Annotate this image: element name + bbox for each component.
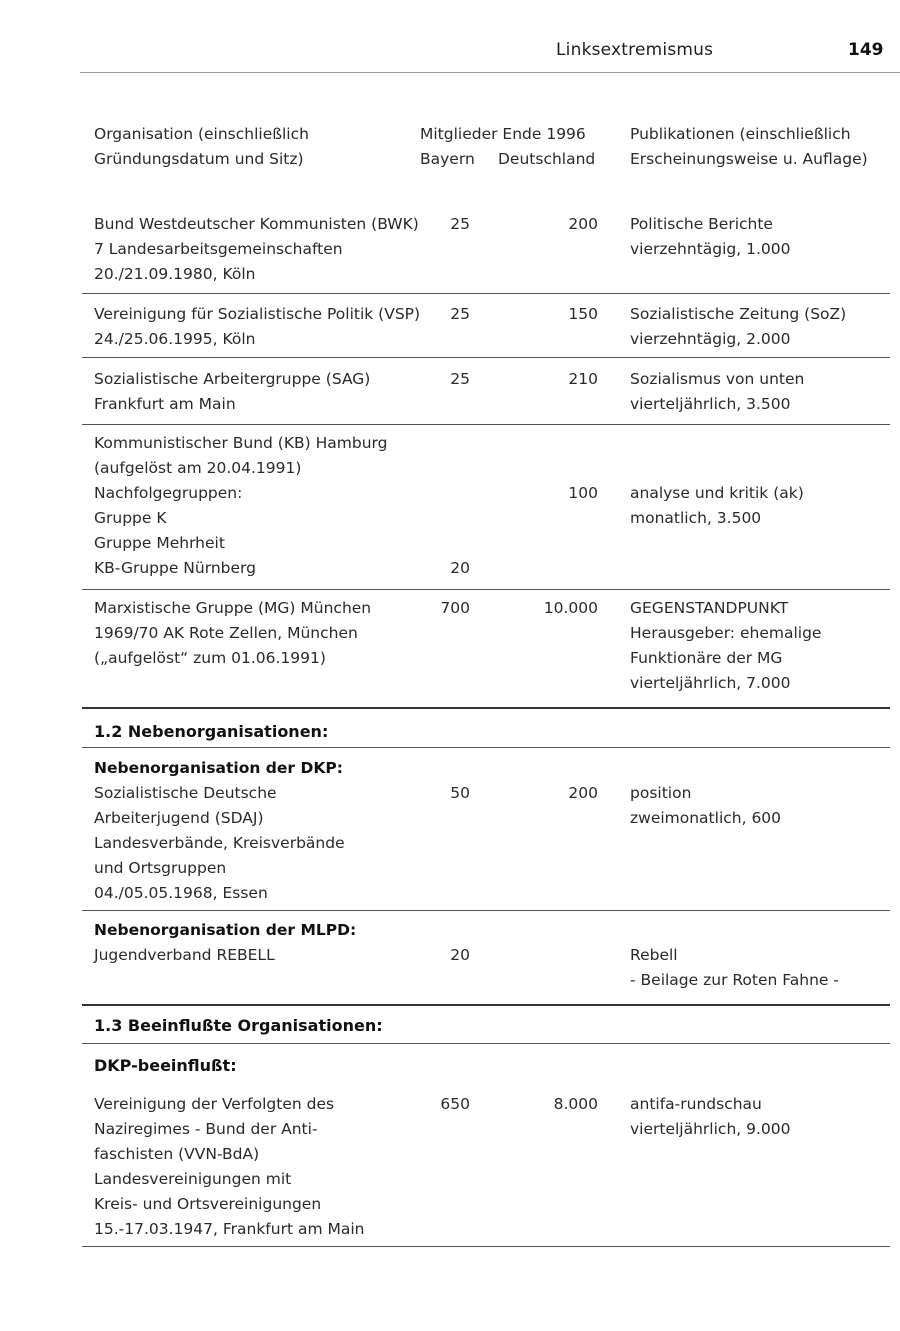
members-bayern: 650	[440, 1095, 470, 1113]
column-header-organisation-line: Organisation (einschließlich	[94, 125, 309, 143]
org-line: Sozialistische Deutsche	[94, 784, 277, 802]
table-row-publication	[630, 212, 791, 262]
org-line: Jugendverband REBELL	[94, 946, 275, 964]
members-bayern: 20	[450, 559, 470, 577]
column-header-bayern: Bayern	[420, 150, 475, 168]
members-deutschland: 10.000	[543, 599, 598, 617]
row-divider	[82, 293, 890, 294]
org-line: 24./25.06.1995, Köln	[94, 330, 256, 348]
members-bayern: 700	[440, 599, 470, 617]
table-row-org	[94, 596, 371, 671]
column-header-organisation	[94, 122, 309, 172]
publication-line: vierzehntägig, 1.000	[630, 240, 791, 258]
publication-line: antifa-rundschau	[630, 1095, 762, 1113]
org-line: Vereinigung der Verfolgten des	[94, 1095, 335, 1113]
table-row-org	[94, 212, 419, 287]
subsection-heading: DKP-beeinflußt:	[94, 1056, 237, 1075]
publication-line: Sozialistische Zeitung (SoZ)	[630, 305, 847, 323]
publication-line: vierteljährlich, 7.000	[630, 674, 791, 692]
publication-line: position	[630, 784, 692, 802]
org-line: („aufgelöst“ zum 01.06.1991)	[94, 649, 326, 667]
publication-line: vierteljährlich, 9.000	[630, 1120, 791, 1138]
publication-line: - Beilage zur Roten Fahne -	[630, 971, 839, 989]
org-line: Kreis- und Ortsvereinigungen	[94, 1195, 322, 1213]
members-deutschland: 8.000	[553, 1095, 598, 1113]
column-header-publikationen	[630, 122, 868, 172]
members-deutschland: 200	[568, 215, 598, 233]
publication-line: Politische Berichte	[630, 215, 773, 233]
publication-line: analyse und kritik (ak)	[630, 484, 804, 502]
org-line: (aufgelöst am 20.04.1991)	[94, 459, 302, 477]
org-line: 04./05.05.1968, Essen	[94, 884, 268, 902]
members-bayern: 25	[450, 370, 470, 388]
subsection-heading: Nebenorganisation der DKP:	[94, 759, 343, 777]
section-divider	[82, 707, 890, 709]
members-bayern: 50	[450, 784, 470, 802]
row-divider	[82, 424, 890, 425]
publication-line: vierteljährlich, 3.500	[630, 395, 791, 413]
section-title: 1.2 Nebenorganisationen:	[94, 722, 329, 741]
members-bayern: 25	[450, 215, 470, 233]
members-deutschland: 150	[568, 305, 598, 323]
table-row-publication	[630, 367, 804, 417]
column-header-organisation-line: Gründungsdatum und Sitz)	[94, 150, 304, 168]
publication-line: GEGENSTANDPUNKT	[630, 599, 789, 617]
section-divider	[82, 1004, 890, 1006]
header-divider	[80, 72, 900, 73]
org-line: Vereinigung für Sozialistische Politik (VSP)	[94, 305, 421, 323]
org-line: Naziregimes - Bund der Anti-	[94, 1120, 318, 1138]
table-row-org	[94, 367, 370, 417]
org-line: Nachfolgegruppen:	[94, 484, 243, 502]
org-line: Landesverbände, Kreisverbände	[94, 834, 345, 852]
table-row-publication	[630, 781, 781, 831]
org-line: KB-Gruppe Nürnberg	[94, 559, 256, 577]
table-row-org	[94, 431, 387, 581]
subsection-heading: Nebenorganisation der MLPD:	[94, 921, 357, 939]
row-divider	[82, 357, 890, 358]
section-divider	[82, 1043, 890, 1044]
publication-line: Funktionäre der MG	[630, 649, 783, 667]
table-row-org	[94, 1092, 365, 1242]
members-deutschland: 200	[568, 784, 598, 802]
org-line: und Ortsgruppen	[94, 859, 227, 877]
table-row-publication	[630, 481, 804, 531]
page-number: 149	[848, 40, 884, 60]
table-row-publication	[630, 943, 839, 993]
org-line: faschisten (VVN-BdA)	[94, 1145, 260, 1163]
table-row-org	[94, 302, 420, 352]
section-title: 1.3 Beeinflußte Organisationen:	[94, 1016, 383, 1035]
table-row-publication	[630, 302, 846, 352]
org-line: Frankfurt am Main	[94, 395, 236, 413]
column-header-publikationen-line: Publikationen (einschließlich	[630, 125, 851, 143]
column-header-publikationen-line: Erscheinungsweise u. Auflage)	[630, 150, 868, 168]
org-line: Marxistische Gruppe (MG) München	[94, 599, 372, 617]
org-line: Bund Westdeutscher Kommunisten (BWK)	[94, 215, 419, 233]
members-deutschland: 100	[568, 484, 598, 502]
table-row-org	[94, 918, 356, 968]
table-row-publication	[630, 596, 821, 696]
org-line: Kommunistischer Bund (KB) Hamburg	[94, 434, 388, 452]
page-header-title: Linksextremismus	[556, 40, 714, 60]
publication-line: Sozialismus von unten	[630, 370, 805, 388]
members-bayern: 20	[450, 946, 470, 964]
publication-line: monatlich, 3.500	[630, 509, 762, 527]
table-row-publication	[630, 1092, 791, 1142]
column-header-mitglieder: Mitglieder Ende 1996	[420, 125, 586, 143]
org-line: Sozialistische Arbeitergruppe (SAG)	[94, 370, 371, 388]
row-divider	[82, 589, 890, 590]
members-bayern: 25	[450, 305, 470, 323]
org-line: 20./21.09.1980, Köln	[94, 265, 256, 283]
publication-line: vierzehntägig, 2.000	[630, 330, 791, 348]
org-line: Gruppe Mehrheit	[94, 534, 225, 552]
column-header-deutschland: Deutschland	[498, 150, 596, 168]
org-line: 1969/70 AK Rote Zellen, München	[94, 624, 358, 642]
publication-line: Herausgeber: ehemalige	[630, 624, 822, 642]
org-line: 7 Landesarbeitsgemeinschaften	[94, 240, 343, 258]
org-line: Arbeiterjugend (SDAJ)	[94, 809, 264, 827]
members-deutschland: 210	[568, 370, 598, 388]
row-divider	[82, 910, 890, 911]
org-line: Landesvereinigungen mit	[94, 1170, 292, 1188]
publication-line: zweimonatlich, 600	[630, 809, 782, 827]
publication-line: Rebell	[630, 946, 678, 964]
row-divider	[82, 1246, 890, 1247]
org-line: Gruppe K	[94, 509, 167, 527]
org-line: 15.-17.03.1947, Frankfurt am Main	[94, 1220, 365, 1238]
table-row-org	[94, 756, 345, 906]
section-divider	[82, 747, 890, 748]
